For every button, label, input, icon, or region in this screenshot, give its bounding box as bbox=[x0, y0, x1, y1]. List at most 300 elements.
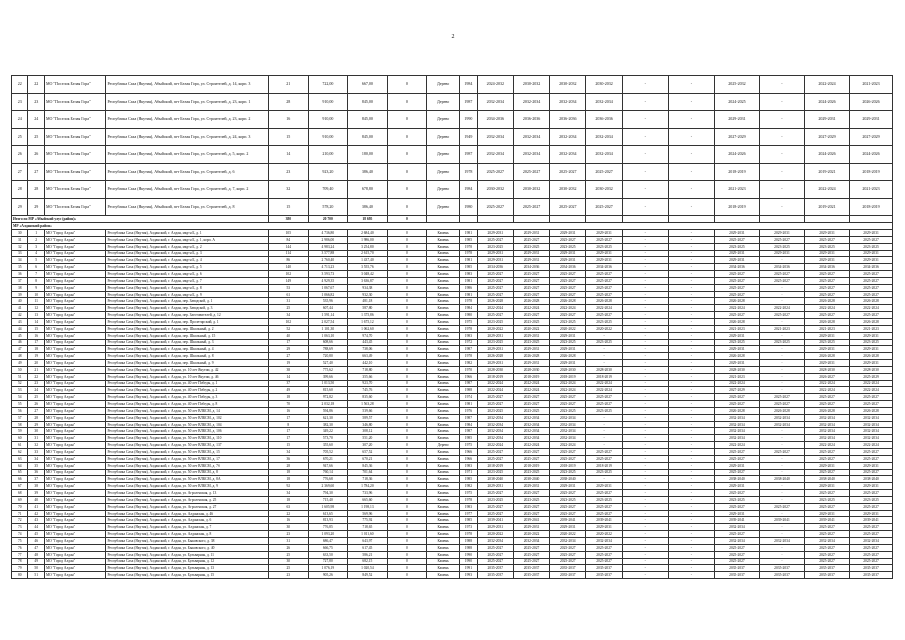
cell-mat: Камень bbox=[427, 510, 460, 517]
cell-c2: 3 593,73 bbox=[308, 271, 348, 278]
cell-n: 38 bbox=[12, 284, 28, 291]
cell-c1: 36 bbox=[269, 455, 309, 462]
cell-p2: 2025-2027 bbox=[513, 455, 549, 462]
cell-c2: 2 027,54 bbox=[308, 318, 348, 325]
cell-c2: 3 577,88 bbox=[308, 250, 348, 257]
cell-yr: 1975 bbox=[460, 318, 478, 325]
cell-addr: Республика Саха (Якутия), Алданский, г. Алдан, ул. 40 лет Победы, д. 1 bbox=[106, 380, 269, 387]
cell-c3: 308,12 bbox=[348, 428, 388, 435]
cell-addr: Республика Саха (Якутия), Абыйский, пгт Белая Гора, ул. Строителей, д. 24, корп. 3 bbox=[106, 128, 269, 146]
cell-c4: 0 bbox=[387, 146, 427, 164]
cell-yr: 1985 bbox=[460, 517, 478, 524]
cell-p7: 2021-2023 bbox=[714, 373, 759, 380]
cell-p7: 2029-2031 bbox=[714, 257, 759, 264]
cell-p10: 2027-2029 bbox=[850, 128, 893, 146]
cell-p1: 2025-2027 bbox=[477, 449, 513, 456]
cell-n: 26 bbox=[12, 146, 28, 164]
cell-c3: 678,80 bbox=[348, 181, 388, 199]
cell-p3: 2032-2034 bbox=[550, 146, 586, 164]
cell-p9: 2025-2027 bbox=[804, 401, 849, 408]
total-label: Итого по МР «Абыйский улус (район)» bbox=[12, 216, 269, 223]
cell-p9: 2029-2031 bbox=[804, 483, 849, 490]
cell-p8: - bbox=[759, 435, 804, 442]
cell-p7: 2032-2034 bbox=[714, 428, 759, 435]
cell-c4: 0 bbox=[387, 318, 427, 325]
cell-p4: 2035-2037 bbox=[586, 572, 622, 579]
cell-p9: 2028-2030 bbox=[804, 366, 849, 373]
cell-yr: 1990 bbox=[460, 111, 478, 129]
cell-p4: 2025-2027 bbox=[586, 236, 622, 243]
cell-p6: - bbox=[668, 558, 714, 565]
table-row bbox=[12, 366, 893, 373]
cell-p4: 2025-2027 bbox=[586, 277, 622, 284]
cell-n: 45 bbox=[12, 332, 28, 339]
cell-mat: Камень bbox=[427, 360, 460, 367]
cell-p7: 2028-2030 bbox=[714, 366, 759, 373]
cell-yr: 1981 bbox=[460, 277, 478, 284]
cell-p6: - bbox=[668, 469, 714, 476]
table-row bbox=[12, 264, 893, 271]
cell-p1: 2018-2019 bbox=[477, 373, 513, 380]
cell-p10: 2038-2040 bbox=[850, 476, 893, 483]
cell-p3: 2023-2025 bbox=[550, 469, 586, 476]
cell-m: 28 bbox=[28, 414, 44, 421]
cell-c2: 1 605,98 bbox=[308, 503, 348, 510]
cell-c3: 3 555,76 bbox=[348, 264, 388, 271]
cell-p1: 2023-2025 bbox=[477, 339, 513, 346]
cell-p6: - bbox=[668, 496, 714, 503]
cell-mat: Камень bbox=[427, 380, 460, 387]
cell-p8: - bbox=[759, 298, 804, 305]
cell-p4: 2022-2024 bbox=[586, 387, 622, 394]
cell-p4: 2025-2027 bbox=[586, 271, 622, 278]
cell-n: 67 bbox=[12, 483, 28, 490]
cell-p10: 2023-2025 bbox=[850, 339, 893, 346]
cell-n: 56 bbox=[12, 407, 28, 414]
cell-mat: Камень bbox=[427, 531, 460, 538]
cell-p1: 2026-2028 bbox=[477, 353, 513, 360]
cell-c1: 16 bbox=[269, 517, 309, 524]
cell-addr: Республика Саха (Якутия), Алданский, г. Алдан, ул. Агроленская, д. 13 bbox=[106, 490, 269, 497]
cell-p2: 2032-2034 bbox=[513, 537, 549, 544]
lower-rows bbox=[12, 230, 893, 579]
cell-p1: 2032-2034 bbox=[477, 435, 513, 442]
cell-m: 2 bbox=[28, 236, 44, 243]
cell-p7: 2025-2032 bbox=[714, 76, 759, 94]
cell-p9: 2025-2027 bbox=[804, 277, 849, 284]
cell-p5: - bbox=[622, 387, 668, 394]
cell-c1: 30 bbox=[269, 558, 309, 565]
cell-p10: 2034-2036 bbox=[850, 264, 893, 271]
cell-p9: 2029-2031 bbox=[804, 510, 849, 517]
cell-p5: - bbox=[622, 250, 668, 257]
table-row bbox=[12, 558, 893, 565]
cell-p1: 2032-2034 bbox=[477, 128, 513, 146]
cell-p9: 2024-2026 bbox=[804, 93, 849, 111]
cell-p2: 2025-2027 bbox=[513, 544, 549, 551]
cell-addr: Республика Саха (Якутия), Алданский, г. Алдан, пер. Школьный, д. 4 bbox=[106, 346, 269, 353]
cell-p5: - bbox=[622, 318, 668, 325]
cell-m: 27 bbox=[28, 407, 44, 414]
cell-c3: 670,21 bbox=[348, 455, 388, 462]
cell-p9: 2025-2027 bbox=[804, 524, 849, 531]
cell-p9: 2025-2027 bbox=[804, 394, 849, 401]
cell-c3: 180,00 bbox=[348, 146, 388, 164]
cell-m: 22 bbox=[28, 373, 44, 380]
cell-c1: 15 bbox=[269, 442, 309, 449]
cell-c1: 61 bbox=[269, 291, 309, 298]
cell-p1: 2023-2025 bbox=[477, 318, 513, 325]
cell-p7: 2029-2031 bbox=[714, 483, 759, 490]
cell-n: 49 bbox=[12, 360, 28, 367]
cell-p8: 2032-2034 bbox=[759, 414, 804, 421]
total-c1: 380 bbox=[269, 216, 309, 223]
cell-c3: 923,70 bbox=[348, 380, 388, 387]
table-row bbox=[12, 230, 893, 237]
cell-n: 80 bbox=[12, 572, 28, 579]
cell-c3: 718,65 bbox=[348, 524, 388, 531]
cell-c4: 0 bbox=[387, 366, 427, 373]
cell-p7: 2025-2027 bbox=[714, 503, 759, 510]
cell-c4: 0 bbox=[387, 503, 427, 510]
cell-p2: 2025-2027 bbox=[513, 198, 549, 216]
cell-yr: 1975 bbox=[460, 442, 478, 449]
cell-m: 39 bbox=[28, 490, 44, 497]
cell-p3: 2035-2037 bbox=[550, 565, 586, 572]
cell-c1: 17 bbox=[269, 414, 309, 421]
cell-c2: 621,30 bbox=[308, 414, 348, 421]
cell-p7: 2023-2025 bbox=[714, 339, 759, 346]
cell-p5: - bbox=[622, 462, 668, 469]
cell-c1: 16 bbox=[269, 111, 309, 129]
cell-p9: 2025-2027 bbox=[804, 271, 849, 278]
cell-p3: 2035-2037 bbox=[550, 572, 586, 579]
cell-p10: 2025-2027 bbox=[850, 455, 893, 462]
cell-m: 9 bbox=[28, 284, 44, 291]
cell-p9: 2023-2025 bbox=[804, 496, 849, 503]
cell-c1: 26 bbox=[269, 544, 309, 551]
cell-yr: 1978 bbox=[460, 243, 478, 250]
table-row bbox=[12, 394, 893, 401]
cell-org: МО "Город Алдан" bbox=[44, 462, 106, 469]
cell-p2: 2025-2027 bbox=[513, 401, 549, 408]
cell-p5: - bbox=[622, 76, 668, 94]
cell-c4: 0 bbox=[387, 490, 427, 497]
cell-c4: 0 bbox=[387, 230, 427, 237]
cell-c1: 25 bbox=[269, 565, 309, 572]
cell-p2: 2032-2034 bbox=[513, 435, 549, 442]
cell-c3: 3 048,42 bbox=[348, 271, 388, 278]
cell-p7: 2034-2036 bbox=[714, 264, 759, 271]
cell-p4: 2025-2027 bbox=[586, 394, 622, 401]
cell-p3: 2025-2027 bbox=[550, 277, 586, 284]
cell-c3: 1 437,40 bbox=[348, 257, 388, 264]
cell-p1: 2022-2024 bbox=[477, 387, 513, 394]
cell-n: 55 bbox=[12, 401, 28, 408]
cell-org: МО "Город Алдан" bbox=[44, 551, 106, 558]
cell-p6: - bbox=[668, 230, 714, 237]
cell-p2: 2020-2022 bbox=[513, 531, 549, 538]
cell-p6: - bbox=[668, 284, 714, 291]
cell-mat: Камень bbox=[427, 387, 460, 394]
cell-p7: 2026-2028 bbox=[714, 407, 759, 414]
cell-p3: 2028-2030 bbox=[550, 366, 586, 373]
cell-c1: 18 bbox=[269, 469, 309, 476]
cell-p8: - bbox=[759, 483, 804, 490]
cell-c2: 1 066,82 bbox=[308, 291, 348, 298]
cell-p3: 2032-2034 bbox=[550, 93, 586, 111]
cell-p10: 2029-2031 bbox=[850, 462, 893, 469]
cell-org: МО "Город Алдан" bbox=[44, 510, 106, 517]
cell-p8: - bbox=[759, 469, 804, 476]
cell-n: 33 bbox=[12, 250, 28, 257]
cell-c1: 23 bbox=[269, 163, 309, 181]
cell-c1: 16 bbox=[269, 407, 309, 414]
cell-yr: 1966 bbox=[460, 373, 478, 380]
cell-c4: 0 bbox=[387, 531, 427, 538]
cell-p9: 2038-2040 bbox=[804, 476, 849, 483]
cell-p8: - bbox=[759, 462, 804, 469]
cell-c4: 0 bbox=[387, 387, 427, 394]
table-row bbox=[12, 128, 893, 146]
cell-p10: 2025-2027 bbox=[850, 531, 893, 538]
cell-p2: 2029-2031 bbox=[513, 346, 549, 353]
cell-n: 73 bbox=[12, 524, 28, 531]
cell-mat: Камень bbox=[427, 428, 460, 435]
cell-p5: - bbox=[622, 264, 668, 271]
cell-c2: 794,30 bbox=[308, 490, 348, 497]
cell-p4: - bbox=[586, 476, 622, 483]
cell-p10: 2032-2034 bbox=[850, 428, 893, 435]
cell-p2: 2025-2027 bbox=[513, 510, 549, 517]
total-section bbox=[12, 216, 893, 230]
table-row bbox=[12, 318, 893, 325]
cell-p8: 2025-2027 bbox=[759, 394, 804, 401]
cell-c4: 0 bbox=[387, 163, 427, 181]
cell-p9: 2025-2027 bbox=[804, 551, 849, 558]
cell-p10: 2021-2023 bbox=[850, 181, 893, 199]
cell-p4: 2035-2037 bbox=[586, 565, 622, 572]
cell-p5: - bbox=[622, 277, 668, 284]
cell-c4: 0 bbox=[387, 442, 427, 449]
cell-c2: 382,30 bbox=[308, 421, 348, 428]
cell-p3: 2032-2034 bbox=[550, 414, 586, 421]
cell-p10: 2029-2031 bbox=[850, 346, 893, 353]
cell-p4: 2025-2027 bbox=[586, 312, 622, 319]
cell-n: 52 bbox=[12, 380, 28, 387]
total-c4: 0 bbox=[387, 216, 427, 223]
cell-p7: 2025-2027 bbox=[714, 312, 759, 319]
cell-c4: 0 bbox=[387, 277, 427, 284]
cell-p1: 2025-2027 bbox=[477, 198, 513, 216]
cell-yr: 1984 bbox=[460, 305, 478, 312]
cell-p2: 2025-2027 bbox=[513, 394, 549, 401]
cell-p2: 2025-2027 bbox=[513, 490, 549, 497]
cell-org: МО "Город Алдан" bbox=[44, 277, 106, 284]
cell-c3: 835,60 bbox=[348, 394, 388, 401]
cell-p4: 2034-2036 bbox=[586, 264, 622, 271]
table-row bbox=[12, 462, 893, 469]
cell-c3: 718,80 bbox=[348, 366, 388, 373]
cell-addr: Республика Саха (Якутия), Алданский, г. Алдан, ул. 40 лет Победы, д. 2 bbox=[106, 387, 269, 394]
cell-p5: - bbox=[622, 551, 668, 558]
cell-p10: 2032-2034 bbox=[850, 537, 893, 544]
cell-p2: 2025-2027 bbox=[513, 312, 549, 319]
cell-n: 31 bbox=[12, 236, 28, 243]
cell-c3: 1 675,12 bbox=[348, 318, 388, 325]
cell-p9: 2032-2034 bbox=[804, 421, 849, 428]
cell-c2: 2 369,60 bbox=[308, 483, 348, 490]
cell-p5: - bbox=[622, 531, 668, 538]
cell-p3: 2025-2027 bbox=[550, 551, 586, 558]
cell-p1: 2025-2027 bbox=[477, 291, 513, 298]
cell-m: 17 bbox=[28, 339, 44, 346]
cell-p4: - bbox=[586, 353, 622, 360]
cell-addr: Республика Саха (Якутия), Алданский, г. Алдан, мкр-н Б, д. 7 bbox=[106, 277, 269, 284]
cell-p4: 2030-2032 bbox=[586, 181, 622, 199]
cell-org: МО "Поселок Белая Гора" bbox=[44, 93, 106, 111]
cell-p5: - bbox=[622, 360, 668, 367]
cell-p1: 2025-2027 bbox=[477, 551, 513, 558]
cell-n: 40 bbox=[12, 298, 28, 305]
cell-p9: 2025-2027 bbox=[804, 312, 849, 319]
cell-p5: - bbox=[622, 146, 668, 164]
cell-p7: 2025-2027 bbox=[714, 558, 759, 565]
cell-p4: - bbox=[586, 414, 622, 421]
page-number: 2 bbox=[451, 34, 455, 40]
cell-c2: 4 736,80 bbox=[308, 230, 348, 237]
cell-p10: 2028-2030 bbox=[850, 366, 893, 373]
cell-c3: 845,00 bbox=[348, 128, 388, 146]
cell-p7: 2029-2031 bbox=[714, 111, 759, 129]
cell-addr: Республика Саха (Якутия), Алданский, г. Алдан, ул. 50 лет ВЛКСМ, д. 8 bbox=[106, 469, 269, 476]
cell-p9: 2026-2027 bbox=[804, 373, 849, 380]
cell-c3: 657,52 bbox=[348, 449, 388, 456]
cell-c3: 845,36 bbox=[348, 462, 388, 469]
cell-p1: 2029-2031 bbox=[477, 230, 513, 237]
cell-yr: 1981 bbox=[460, 291, 478, 298]
cell-addr: Республика Саха (Якутия), Алданский, г. Алдан, ул. 50 лет ВЛКСМ, д. 106 bbox=[106, 428, 269, 435]
cell-org: МО "Город Алдан" bbox=[44, 572, 106, 579]
cell-p9: 2025-2027 bbox=[804, 284, 849, 291]
table-row bbox=[12, 414, 893, 421]
cell-addr: Республика Саха (Якутия), Алданский, г. Алдан, мкр-н Б, д. 3 bbox=[106, 250, 269, 257]
cell-p4: - bbox=[586, 428, 622, 435]
cell-p5: - bbox=[622, 421, 668, 428]
cell-p1: 2029-2031 bbox=[477, 250, 513, 257]
cell-p4: 2029-2031 bbox=[586, 230, 622, 237]
cell-n: 75 bbox=[12, 537, 28, 544]
cell-yr: 1973 bbox=[460, 524, 478, 531]
table-row bbox=[12, 181, 893, 199]
cell-c2: 788,69 bbox=[308, 346, 348, 353]
cell-addr: Республика Саха (Якутия), Абыйский, пгт Белая Гора, ул. Строителей, д. 6 bbox=[106, 163, 269, 181]
cell-org: МО "Город Алдан" bbox=[44, 325, 106, 332]
cell-p10: 2025-2027 bbox=[850, 524, 893, 531]
cell-mat: Камень bbox=[427, 469, 460, 476]
cell-p4: 2025-2027 bbox=[586, 163, 622, 181]
cell-org: МО "Город Алдан" bbox=[44, 455, 106, 462]
cell-p3: 2025-2027 bbox=[550, 455, 586, 462]
cell-n: 61 bbox=[12, 442, 28, 449]
cell-p9: 2029-2031 bbox=[804, 111, 849, 129]
cell-p8: - bbox=[759, 490, 804, 497]
cell-n: 48 bbox=[12, 353, 28, 360]
cell-p2: 2029-2031 bbox=[513, 230, 549, 237]
cell-p10: 2021-2023 bbox=[850, 76, 893, 94]
cell-p9: 2025-2027 bbox=[804, 503, 849, 510]
cell-c1: 102 bbox=[269, 318, 309, 325]
cell-addr: Республика Саха (Якутия), Абыйский, пгт Белая Гора, ул. Строителей, д. 23, корп. 1 bbox=[106, 93, 269, 111]
cell-p5: - bbox=[622, 366, 668, 373]
cell-p3: 2023-2025 bbox=[550, 243, 586, 250]
cell-m: 15 bbox=[28, 325, 44, 332]
cell-p10: 2023-2025 bbox=[850, 496, 893, 503]
cell-c4: 0 bbox=[387, 198, 427, 216]
cell-c2: 613,65 bbox=[308, 510, 348, 517]
cell-c3: 2 684,40 bbox=[348, 230, 388, 237]
cell-p2: 2025-2027 bbox=[513, 503, 549, 510]
cell-c1: 27 bbox=[269, 353, 309, 360]
cell-p5: - bbox=[622, 449, 668, 456]
cell-p1: 2020-2022 bbox=[477, 531, 513, 538]
cell-p2: 2039-2041 bbox=[513, 517, 549, 524]
cell-mat: Камень bbox=[427, 496, 460, 503]
cell-yr: 1987 bbox=[460, 414, 478, 421]
cell-p4: 2022-2024 bbox=[586, 380, 622, 387]
cell-c1: 102 bbox=[269, 271, 309, 278]
cell-p8: - bbox=[759, 318, 804, 325]
cell-c3: 1 563,28 bbox=[348, 401, 388, 408]
cell-p3: 2025-2027 bbox=[550, 401, 586, 408]
cell-p10: 2032-2034 bbox=[850, 435, 893, 442]
total-c2: 20 700 bbox=[308, 216, 348, 223]
cell-p2: 2023-2025 bbox=[513, 243, 549, 250]
cell-p5: - bbox=[622, 243, 668, 250]
cell-yr: 1984 bbox=[460, 181, 478, 199]
cell-p2: 2025-2027 bbox=[513, 163, 549, 181]
cell-c4: 0 bbox=[387, 462, 427, 469]
cell-p1: 2025-2027 bbox=[477, 490, 513, 497]
cell-p6: - bbox=[668, 428, 714, 435]
cell-p1: 2018-2019 bbox=[477, 462, 513, 469]
cell-p4: 2025-2027 bbox=[586, 544, 622, 551]
cell-p5: - bbox=[622, 572, 668, 579]
cell-yr: 1976 bbox=[460, 407, 478, 414]
cell-m: 40 bbox=[28, 496, 44, 503]
cell-p5: - bbox=[622, 483, 668, 490]
cell-p2: 2025-2027 bbox=[513, 271, 549, 278]
table-row bbox=[12, 442, 893, 449]
cell-p1: 2025-2027 bbox=[477, 277, 513, 284]
table-row bbox=[12, 551, 893, 558]
cell-p10: 2035-2037 bbox=[850, 572, 893, 579]
cell-p6: - bbox=[668, 346, 714, 353]
cell-m: 26 bbox=[28, 401, 44, 408]
cell-p9: 2025-2027 bbox=[804, 455, 849, 462]
cell-c3: 569,96 bbox=[348, 510, 388, 517]
cell-m: 22 bbox=[28, 76, 44, 94]
cell-c3: 733,96 bbox=[348, 490, 388, 497]
cell-n: 34 bbox=[12, 257, 28, 264]
cell-c4: 0 bbox=[387, 394, 427, 401]
cell-m: 19 bbox=[28, 353, 44, 360]
cell-addr: Республика Саха (Якутия), Алданский, г. Алдан, пер. Школьный, д. 15 bbox=[106, 332, 269, 339]
cell-c1: 23 bbox=[269, 572, 309, 579]
cell-p9: 2025-2027 bbox=[804, 449, 849, 456]
cell-m: 4 bbox=[28, 250, 44, 257]
cell-c1: 25 bbox=[269, 551, 309, 558]
